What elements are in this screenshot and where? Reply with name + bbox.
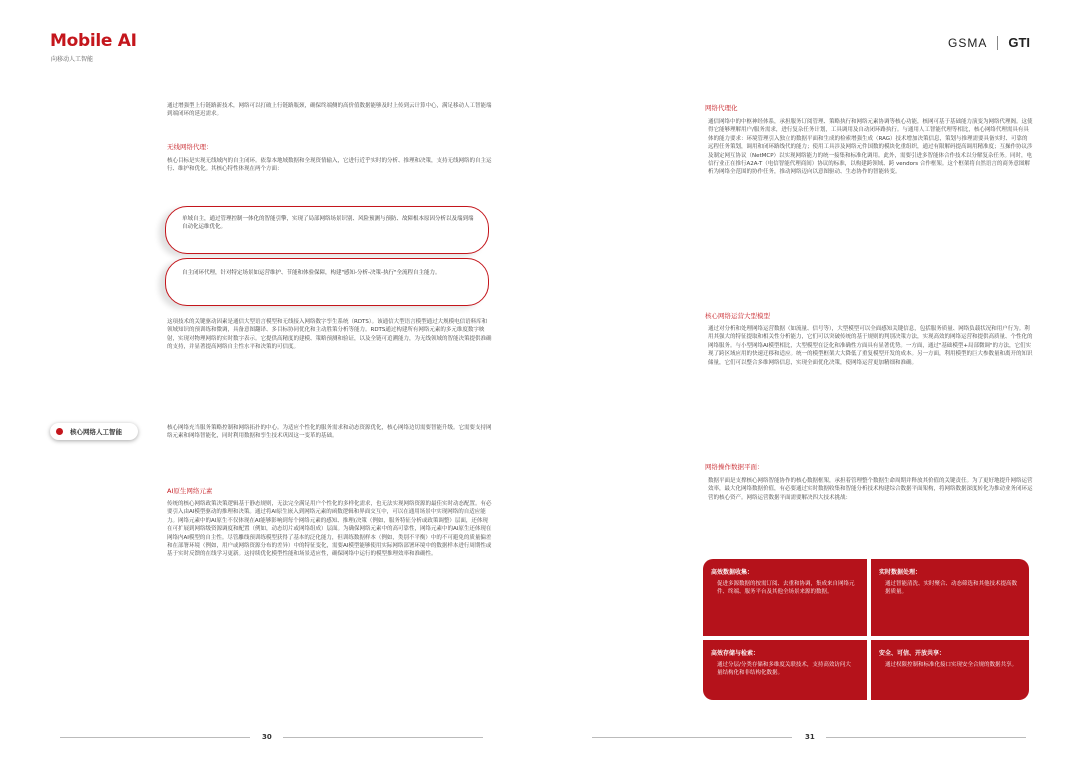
challenge-box-processing <box>871 559 1029 636</box>
wireless-agent-paragraph: 核心目标是实现无线域内的自主闭环。依靠本地域数据和全现资情输入，它进行近乎实时的分析、推理和决策，支持无线网络的自主运行、维护和优化。其核心特性体现在两个方面： <box>167 158 492 173</box>
footer-rule-right <box>592 737 792 738</box>
data-plane-paragraph: 数据平面是支撑核心网络智能协作的核心数据框架，承担着管理整个数据生命周期并释放其价值的关键责任。为了更好地提升网络运营效率，最大化网络数据价值，有必要通过实时数据收集和智能分析技术构建综合数据平面架构，将网络数据深度转化为推动业务闭环运营的核心资产。网络运营数据平面需要解决四大技术挑战： <box>708 478 1033 501</box>
challenge-body: 促进多源数据的按需订阅、去重和协调，集成来自网络元件、终端、服务平台及其他全场景来源的数据。 <box>717 581 855 596</box>
gti-logo: GTI <box>1008 35 1030 50</box>
pill-text: 单域自主，通过管理控制一体化的智能引擎，实现了局部网络场景识别、风险预测与预防、故障根本原因分析以及端到端自动化运维优化。 <box>182 216 474 231</box>
ai-native-heading: AI原生网络元素 <box>167 487 213 495</box>
bullet-dot-icon <box>56 428 63 435</box>
challenge-body: 通过权限控制和标准化接口实现安全合规的数据共享。 <box>885 662 1018 668</box>
core-llm-heading: 核心网络运营大型模型 <box>705 312 770 320</box>
network-agent-heading: 网络代理化 <box>705 104 738 112</box>
mobile-ai-logo: Mobile AI <box>50 31 137 51</box>
challenge-title: 实时数据处理： <box>879 569 922 576</box>
footer-rule-left-2 <box>283 737 483 738</box>
page-number-right: 31 <box>805 733 815 741</box>
challenge-box-storage <box>703 640 867 700</box>
challenge-body: 通过分层/分类存储和多维度关联技术，支持高效访问大量结构化和非结构化数据。 <box>717 662 851 677</box>
network-agent-paragraph: 通信网络中的中枢神经体系，承担服务订阅管理、策略执行和网络元素协调等核心功能，核网可基于基础能力演变为网络代理阁。这使得它能够理解用户/服务需求，进行复杂任务计划，工具调用及自动闭环路执行。与通用人工智能代理等相比，核心网络代理需具有具体的能力要求：环境管理引入独立的数据平面和生成的检索增强生成（RAG）技术增加决策信息，策划与推理需要具备实时、可靠的远程任务策划，调用和闭环路线代的能力；使用工具涉及网络元件国数的模块化重组织，通过有限解码提高调用精准度；互操作协议涉及制定网互协议（NetMCP）以实现网络能力的统一接集和标准化调用。此外，需要引进多智能体合作技术以分解复杂任务。同时，电信行业正在推行A2A-T（电信智能代理商间）协议的标准，以构建跨领域、跨 vendors 合作框架。这个框架将自然语言的商务意图解析为网络全范围的协作任务，推动网络迈向以意图驱动、生态协作的智能转变。 <box>708 119 1033 176</box>
section-tag-label: 核心网络人工智能 <box>70 428 122 436</box>
challenge-title: 高效存储与检索： <box>711 650 760 657</box>
core-network-paragraph: 核心网络充当服务策略控制和网络拓扑的中心。为适应个性化的服务需求和动态资源优化，核心网络边切需要智能升级。它需要支持网络元素和网络智能化，同时利用数据和孪生技术巩固这一变革的基础。 <box>167 425 492 440</box>
challenge-title: 安全、可信、开放共享： <box>879 650 946 657</box>
section-tag-core-network-ai <box>50 423 138 440</box>
challenge-title: 高效数据收集： <box>711 569 754 576</box>
gsma-logo: GSMA <box>947 35 988 50</box>
challenge-box-sharing <box>871 640 1029 700</box>
wireless-agent-heading: 无线网络代理： <box>167 143 213 151</box>
pill-text: 自主闭环代理，针对特定场景如运营维护、节能和体验保障，构建"感知-分析-决策-执行"全流程自主能力。 <box>182 270 441 276</box>
feature-pill-single-domain <box>165 206 489 254</box>
ai-native-paragraph: 传统的核心网络政策决策逻辑基于静态规则，无法完全满足用户个性化的多样化需求，也无法实现网络资源的最佳实时动态配置。有必要引入由AI模型驱动的推理和决策。通过将AI原生嵌入到网络元素的函数逻辑和界面交互中，可以在通用场景中实现网络的自适应能力。网络元素中的AI原生不仅体现在AI能够影响到每个网络元素的感知、推理(决策（例如，服务特征分析或政策调整）层面，还体现在可扩展到网络级资源调度和配置（例如，动态切片或网络组成）层面。为确保网络元素中的高可靠性，网络元素中的AI原生还体现在网络内AI模型的自主性。尽管離线预训练模型获得了基本的泛化能力，但训练数据样本（例如，类别不平衡）中的不可避免的质量偏差和在部署环境（例如，用户或网络资源分布的差异）中的特征变化，需要AI模型能够使用实际网络部署环境中的数据样本进行周期性或基于实时反馈的在线学习更新。这持续优化模型性能和场景适应性，确保网络中运行的模型推理效率和准确性。 <box>167 501 492 558</box>
data-plane-heading: 网络操作数据平面： <box>705 463 764 471</box>
feature-pill-closed-loop <box>165 258 489 306</box>
footer-rule-right-2 <box>826 737 1026 738</box>
page-number-left: 30 <box>262 733 272 741</box>
intro-paragraph: 通过增强型上行链路新技术，网络可以打破上行链路瓶颈，确保终端侧的高价值数据能够及时上传到云计算中心，满足移动人工智能端到端闭环的延迟需求。 <box>167 103 492 118</box>
core-llm-paragraph: 通过对分析和处理网络运营数据（如流量、信号等），大型模型可以全面感知关键信息，包括服务质量、网络负载状况和用户行为。利用其强大的特征提取和相关性分析能力，它们可以突破传统的基于规则的判别决策方法，实现高效的网络运营和提供高质量、个性化的网络服务。与小型网络AI模型相比，大型模型在泛化和准确性方面具有显著优势。一方面，通过"基础模型+局部微调"的方法，它们实现了跨区域应用的快速迁移和适应。统一的模型框架大大降低了重复模型开发的成本。另一方面，利用模型的巨大参数量和离开的知识储量，它们可以整合多维网络信息，实现全面优化决策，使网络运营更加精细和准确。 <box>708 326 1033 366</box>
partner-logos <box>948 35 1030 50</box>
footer-rule-left <box>60 737 250 738</box>
challenge-body: 通过智能清洗、实时聚合、动态筛选和其他技术提高数据质量。 <box>885 581 1018 596</box>
rdts-paragraph: 这项技术的关键驱动因素是通信大型语言模型和无线接入网络数字孪生系统（RDTS）。该通信大型语言模型通过大规模电信语料库和领域知识的预训练和微调，具备意图翻译、多目标协同优化和主动胜策分析等能力。RDTS通过构建所有网络元素的多元维度数字映射，实现对物理网络的实时数字表示。它提供高精度的建模、策略预测和验证，以及全链可追溯能力，为无线领域的智能决策提供准确的支持，并显著提高网络自主性水平和决策的可信度。 <box>167 319 492 351</box>
logo-divider <box>997 36 998 50</box>
logo-subtitle: 向移动人工智能 <box>51 56 94 63</box>
challenge-box-collection <box>703 559 867 636</box>
